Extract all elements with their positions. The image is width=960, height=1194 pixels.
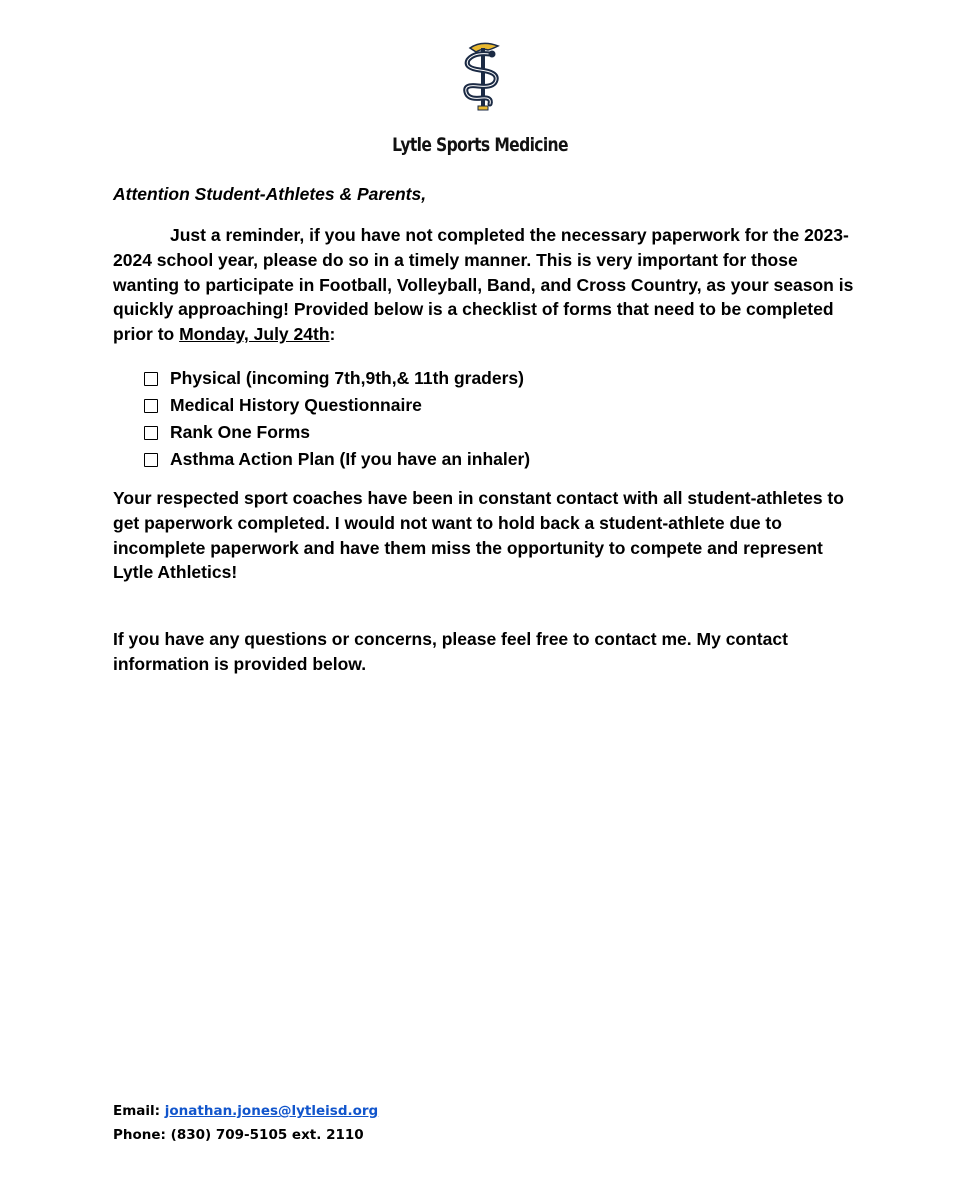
forms-checklist: [144, 365, 530, 473]
checklist-item: [144, 392, 530, 419]
phone-number: (830) 709-5105 ext. 2110: [170, 1127, 364, 1143]
contact-paragraph: If you have any questions or concerns, please feel free to contact me. My contact information is provided below.: [113, 629, 788, 674]
checklist-item: [144, 419, 530, 446]
email-line: [113, 1102, 378, 1120]
deadline-date: Monday, July 24th: [179, 324, 330, 345]
caduceus-logo-icon: [452, 40, 512, 112]
checklist-item-label: Asthma Action Plan (If you have an inhaler): [170, 449, 531, 469]
coaches-paragraph: Your respected sport coaches have been in constant contact with all student-athletes to get paperwork completed. I would not want to hold back a student-athlete due to incomplete paperwork and have them miss the opportunity to compete and represent Lytle Athletics!: [113, 488, 844, 583]
phone-label: Phone:: [113, 1127, 171, 1143]
letter-greeting: Attention Student-Athletes & Parents,: [113, 184, 427, 204]
org-title: Lytle Sports Medicine: [392, 134, 568, 156]
intro-text: Just a reminder, if you have not completed the necessary paperwork for the 2023-2024 school year, please do so in a timely manner. This is very important for those wanting to participate in Football, Volleyball, Band, and Cross Country, as your season is quickly approaching! Provided below is a checklist of forms that need to be completed prior to: [113, 225, 854, 345]
checklist-item-label: Rank One Forms: [170, 422, 311, 442]
checklist-item-label: Physical (incoming 7th,9th,& 11th graders): [170, 368, 524, 388]
checkbox-icon[interactable]: [144, 399, 158, 413]
deadline-suffix: :: [329, 324, 336, 345]
checklist-item: [144, 365, 530, 392]
checklist-item: [144, 446, 530, 473]
email-label: Email:: [113, 1103, 165, 1119]
checkbox-icon[interactable]: [144, 453, 158, 467]
intro-paragraph: [113, 223, 858, 347]
checklist-item-label: Medical History Questionnaire: [170, 395, 422, 415]
phone-line: [113, 1126, 364, 1144]
email-link[interactable]: jonathan.jones@lytleisd.org: [164, 1103, 379, 1119]
checkbox-icon[interactable]: [144, 426, 158, 440]
checkbox-icon[interactable]: [144, 372, 158, 386]
